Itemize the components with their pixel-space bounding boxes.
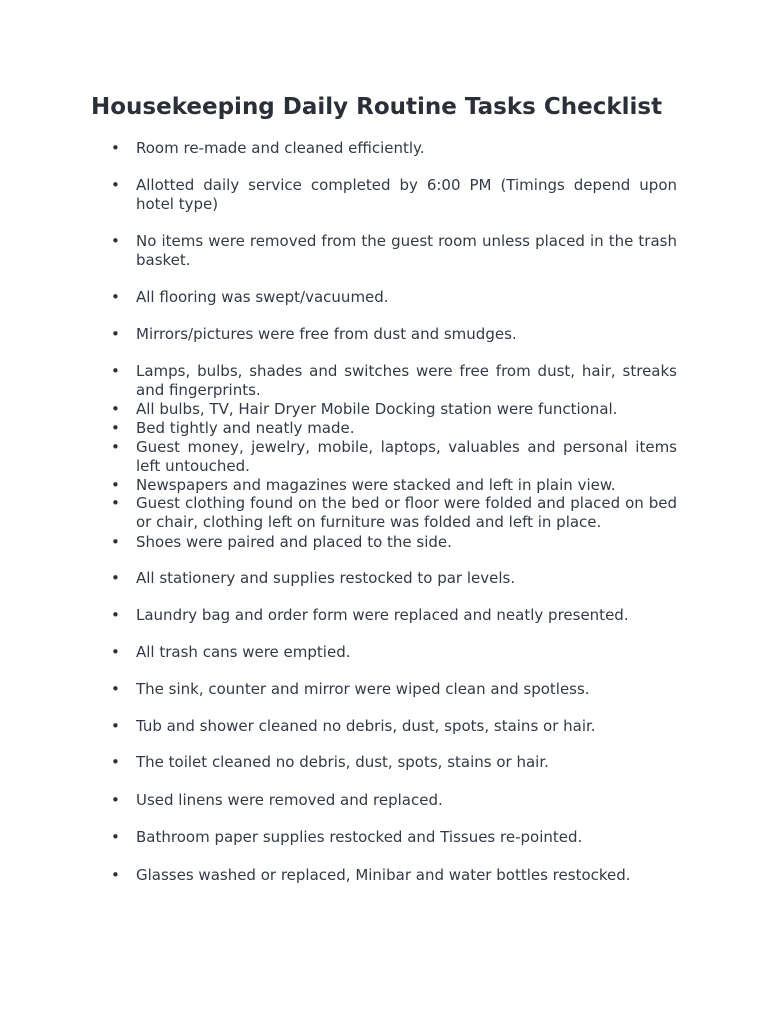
list-item-text: Newspapers and magazines were stacked and left in plain view. xyxy=(136,476,616,494)
list-item-text: The toilet cleaned no debris, dust, spots, stains or hair. xyxy=(136,753,549,771)
list-item-text: Allotted daily service completed by 6:00 PM (Timings depend upon hotel type) xyxy=(136,176,677,213)
list-item-text: Bathroom paper supplies restocked and Tissues re-pointed. xyxy=(136,828,583,846)
list-item-text: The sink, counter and mirror were wiped clean and spotless. xyxy=(136,680,590,698)
list-item-text: Guest clothing found on the bed or floor were folded and placed on bed or chair, clothing left on furniture was folded and left in place. xyxy=(136,494,677,531)
list-item-text: Shoes were paired and placed to the side. xyxy=(136,533,452,551)
list-item-text: Laundry bag and order form were replaced and neatly presented. xyxy=(136,606,629,624)
list-item-text: All trash cans were emptied. xyxy=(136,643,351,661)
list-item-text: Glasses washed or replaced, Minibar and water bottles restocked. xyxy=(136,866,631,884)
bullet-icon: • xyxy=(111,866,120,884)
bullet-icon: • xyxy=(111,232,120,250)
bullet-icon: • xyxy=(111,606,120,624)
bullet-icon: • xyxy=(111,400,120,418)
bullet-icon: • xyxy=(111,643,120,661)
bullet-icon: • xyxy=(111,753,120,771)
bullet-icon: • xyxy=(111,494,120,512)
bullet-icon: • xyxy=(111,288,120,306)
bullet-icon: • xyxy=(111,419,120,437)
list-item-text: All bulbs, TV, Hair Dryer Mobile Docking station were functional. xyxy=(136,400,618,418)
list-item-text: All flooring was swept/vacuumed. xyxy=(136,288,389,306)
bullet-icon: • xyxy=(111,791,120,809)
list-item-text: Guest money, jewelry, mobile, laptops, valuables and personal items left untouched. xyxy=(136,438,677,475)
bullet-icon: • xyxy=(111,680,120,698)
bullet-icon: • xyxy=(111,828,120,846)
list-item-text: Mirrors/pictures were free from dust and smudges. xyxy=(136,325,517,343)
bullet-icon: • xyxy=(111,325,120,343)
list-item-text: No items were removed from the guest room unless placed in the trash basket. xyxy=(136,232,677,269)
bullet-icon: • xyxy=(111,438,120,456)
bullet-icon: • xyxy=(111,139,120,157)
list-item-text: Used linens were removed and replaced. xyxy=(136,791,443,809)
bullet-icon: • xyxy=(111,176,120,194)
list-item-text: Room re-made and cleaned efficiently. xyxy=(136,139,425,157)
list-item-text: Tub and shower cleaned no debris, dust, spots, stains or hair. xyxy=(136,717,596,735)
list-item-text: Bed tightly and neatly made. xyxy=(136,419,355,437)
bullet-icon: • xyxy=(111,533,120,551)
bullet-icon: • xyxy=(111,717,120,735)
bullet-icon: • xyxy=(111,569,120,587)
list-item-text: All stationery and supplies restocked to par levels. xyxy=(136,569,516,587)
bullet-icon: • xyxy=(111,362,120,380)
page-title: Housekeeping Daily Routine Tasks Checklist xyxy=(91,94,663,120)
list-item-text: Lamps, bulbs, shades and switches were free from dust, hair, streaks and fingerprints. xyxy=(136,362,677,399)
bullet-icon: • xyxy=(111,476,120,494)
